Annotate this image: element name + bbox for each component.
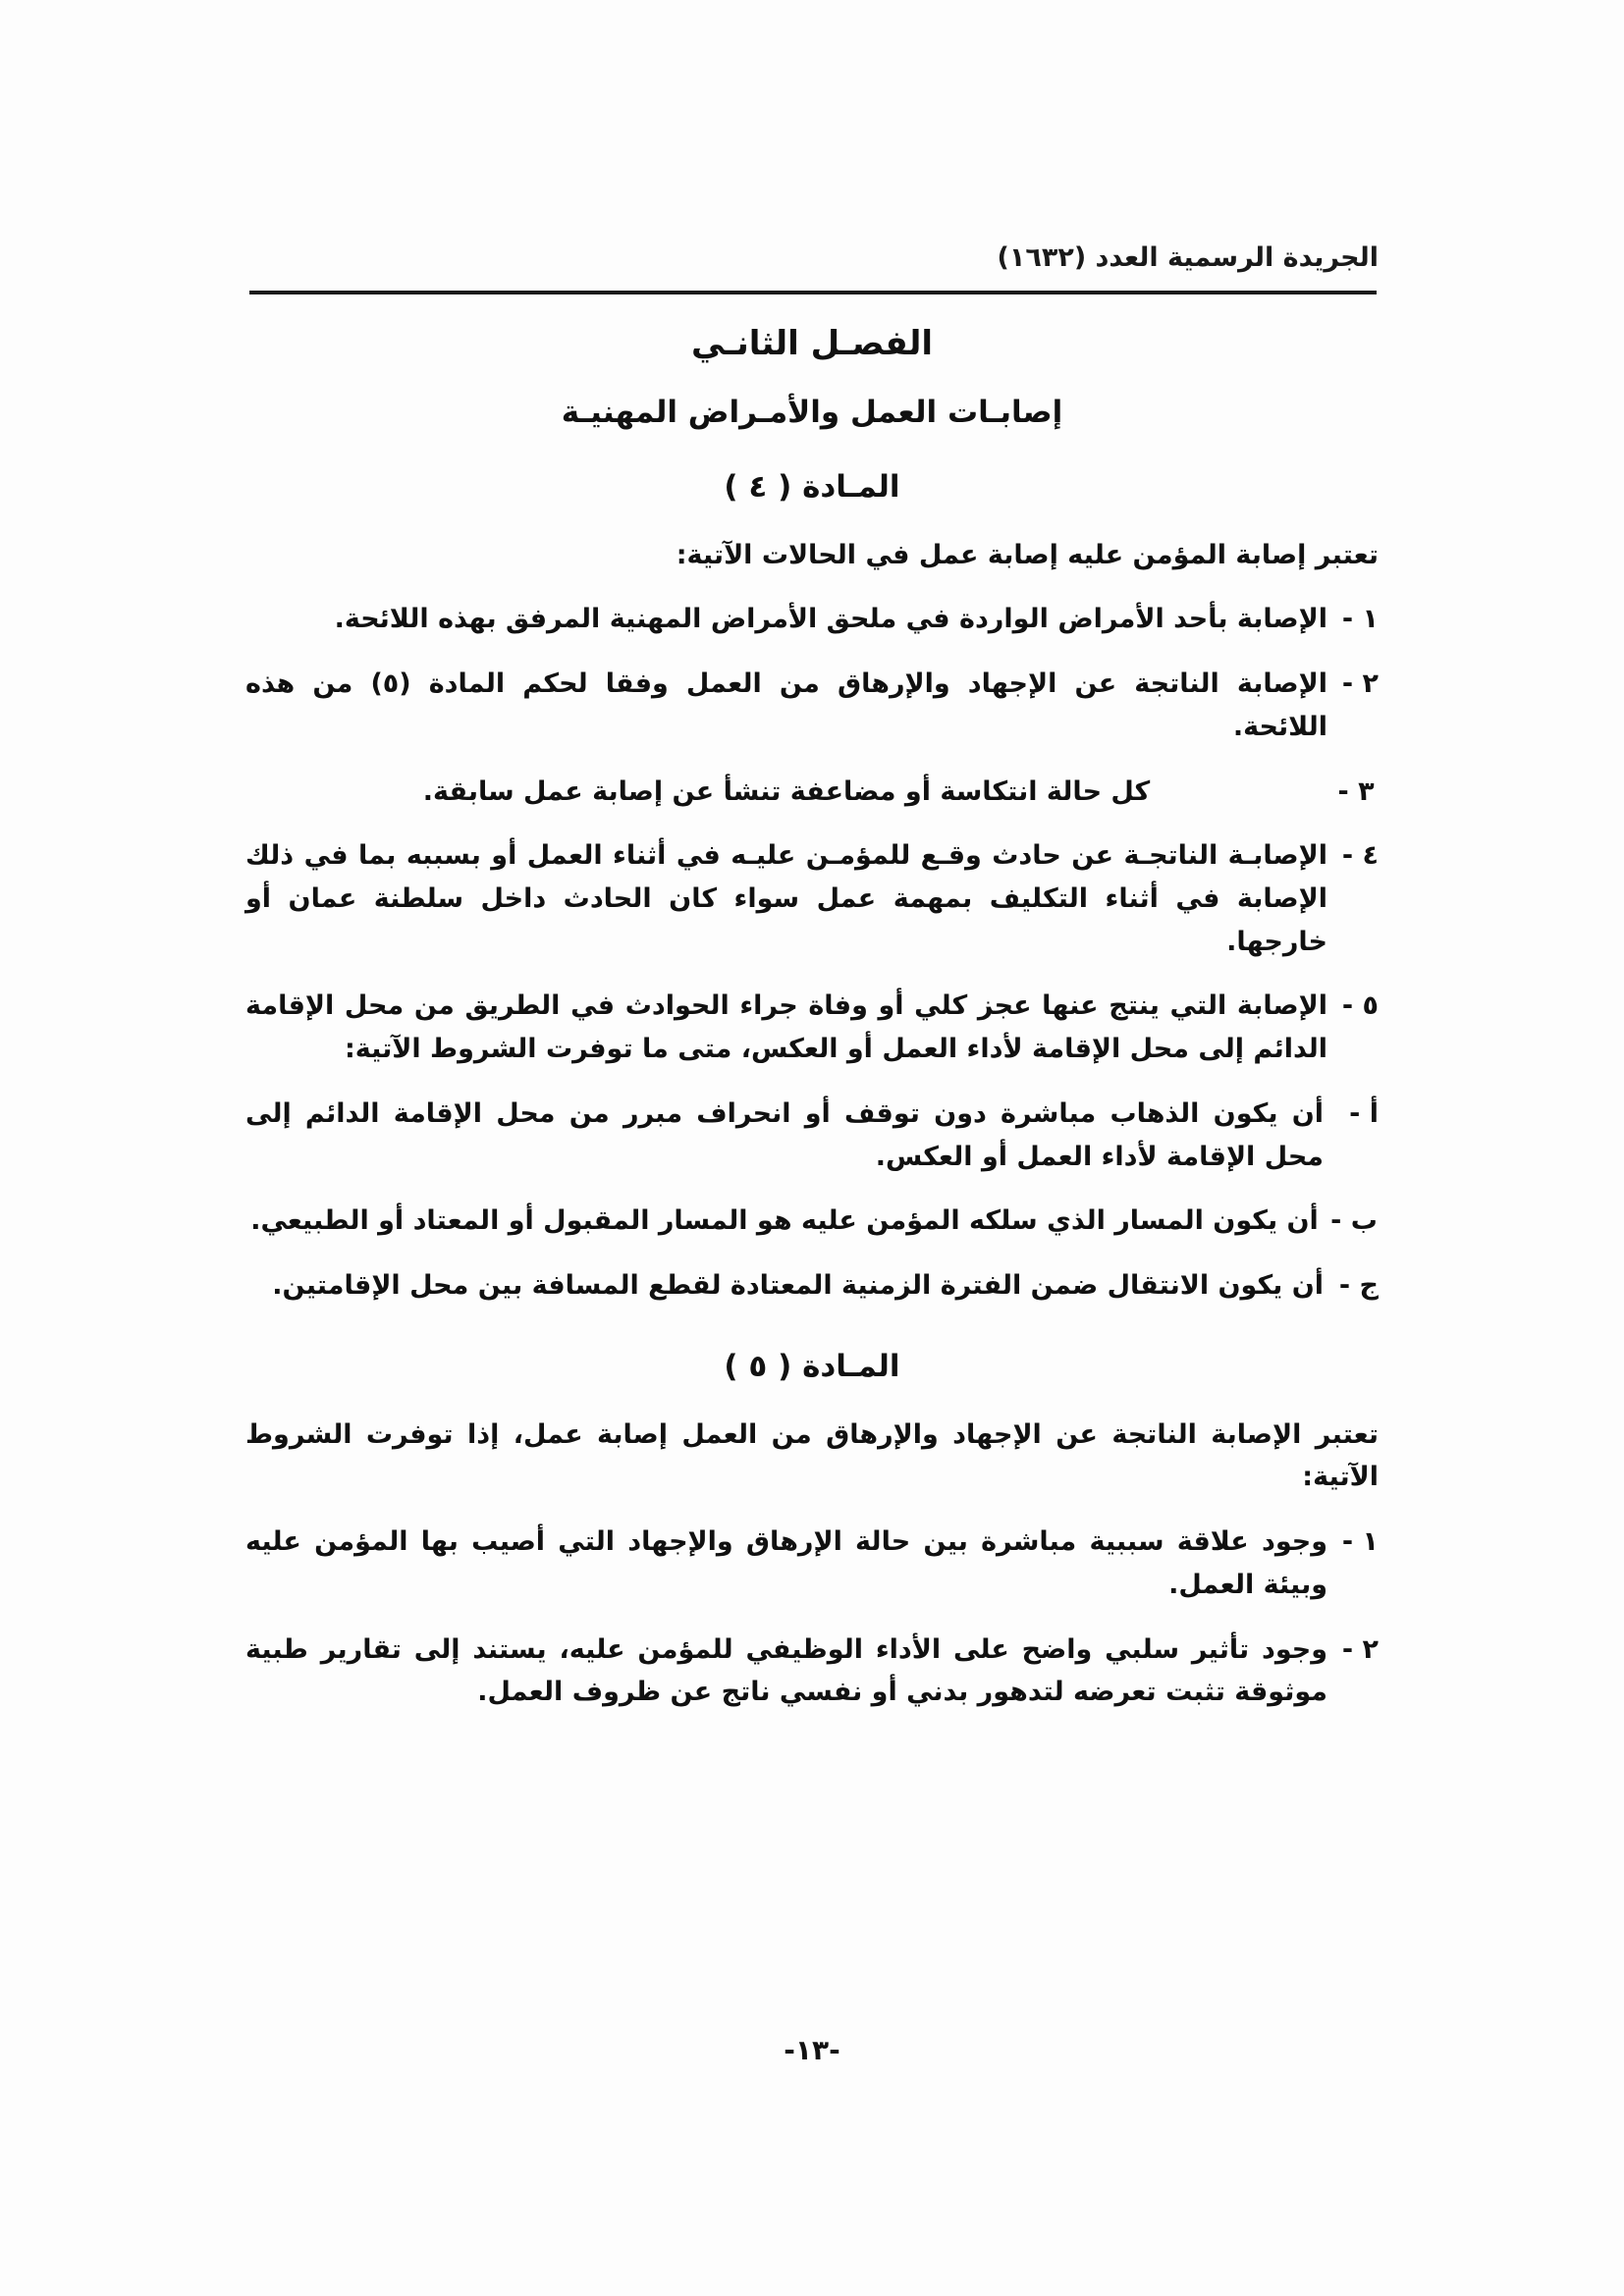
article-4-subitem-b	[245, 1200, 1379, 1243]
list-item-text: وجود تأثير سلبي واضح على الأداء الوظيفي للمؤمن عليه، يستند إلى تقارير طبية موثوقة تثبت تعرضه لتدهور بدني أو نفسي ناتج عن ظروف العمل.	[245, 1633, 1327, 1708]
list-item-text: الإصابة بأحد الأمراض الواردة في ملحق الأمراض المهنية المرفق بهذه اللائحة.	[334, 604, 1327, 635]
chapter-title: الفصـل الثانـي	[690, 324, 934, 363]
header-divider-rule	[249, 291, 1377, 294]
list-item-text: أن يكون الذهاب مباشرة دون توقف أو انحراف مبرر من محل الإقامة الدائم إلى محل الإقامة لأداء العمل أو العكس.	[245, 1097, 1324, 1172]
chapter-subtitle: إصابـات العمل والأمـراض المهنيـة	[561, 394, 1063, 430]
list-marker: ب -	[1330, 1205, 1378, 1237]
list-marker: ١ -	[1341, 604, 1379, 635]
list-item-text: أن يكون المسار الذي سلكه المؤمن عليه هو المسار المقبول أو المعتاد أو الطبيعي.	[250, 1205, 1319, 1237]
list-item-text: أن يكون الانتقال ضمن الفترة الزمنية المعتادة لقطع المسافة بين محل الإقامتين.	[272, 1270, 1324, 1302]
article-4-item-1	[245, 598, 1379, 641]
list-marker: ٢ -	[1341, 1633, 1379, 1665]
list-item-text: كل حالة انتكاسة أو مضاعفة تنشأ عن إصابة عمل سابقة.	[422, 775, 1151, 807]
article-5-heading: المـادة ( ٥ )	[724, 1348, 900, 1384]
article-4-item-3	[245, 771, 1379, 814]
list-marker: أ -	[1349, 1097, 1379, 1129]
article-5-item-1	[245, 1521, 1379, 1606]
list-marker: ٤ -	[1341, 840, 1379, 872]
list-item-text: وجود علاقة سببية مباشرة بين حالة الإرهاق والإجهاد التي أصيب بها المؤمن عليه وبيئة العمل.	[245, 1526, 1327, 1600]
article-4-subitem-c	[245, 1264, 1379, 1308]
list-item-text: الإصابة التي ينتج عنها عجز كلي أو وفاة جراء الحوادث في الطريق من محل الإقامة الدائم إلى محل الإقامة لأداء العمل أو العكس، متى ما توفرت الشروط الآتية:	[245, 990, 1327, 1065]
list-item-text: الإصابة الناتجة عن الإجهاد والإرهاق من العمل وفقا لحكم المادة (٥) من هذه اللائحة.	[245, 668, 1327, 742]
article-4-subitem-a	[245, 1093, 1379, 1178]
article-5-item-2	[245, 1629, 1379, 1714]
page-number: -١٣-	[784, 2034, 840, 2066]
list-marker: ٢ -	[1341, 668, 1379, 700]
article-4-item-4	[245, 834, 1379, 963]
list-marker: ٥ -	[1341, 990, 1379, 1022]
article-5-intro: تعتبر الإصابة الناتجة عن الإجهاد والإرهاق من العمل إصابة عمل، إذا توفرت الشروط الآتية:	[245, 1418, 1379, 1493]
running-header	[245, 243, 1379, 273]
list-marker: ١ -	[1341, 1526, 1379, 1558]
list-marker: ٣ -	[1337, 775, 1375, 807]
list-marker: ج -	[1338, 1270, 1379, 1302]
article-4-intro: تعتبر إصابة المؤمن عليه إصابة عمل في الحالات الآتية:	[676, 539, 1379, 570]
document-content	[245, 314, 1379, 1714]
list-item-text: الإصابـة الناتجـة عن حادث وقـع للمؤمـن عليـه في أثناء العمل أو بسببه بما في ذلك الإصابة في أثناء التكليف بمهمة عمل سواء كان الحادث داخل سلطنة عمان أو خارجها.	[245, 840, 1327, 957]
article-4-heading: المـادة ( ٤ )	[724, 468, 900, 505]
article-4-item-2	[245, 663, 1379, 748]
article-4-item-5	[245, 985, 1379, 1070]
gazette-issue-label: الجريدة الرسمية العدد (١٦٣٢)	[997, 242, 1379, 273]
